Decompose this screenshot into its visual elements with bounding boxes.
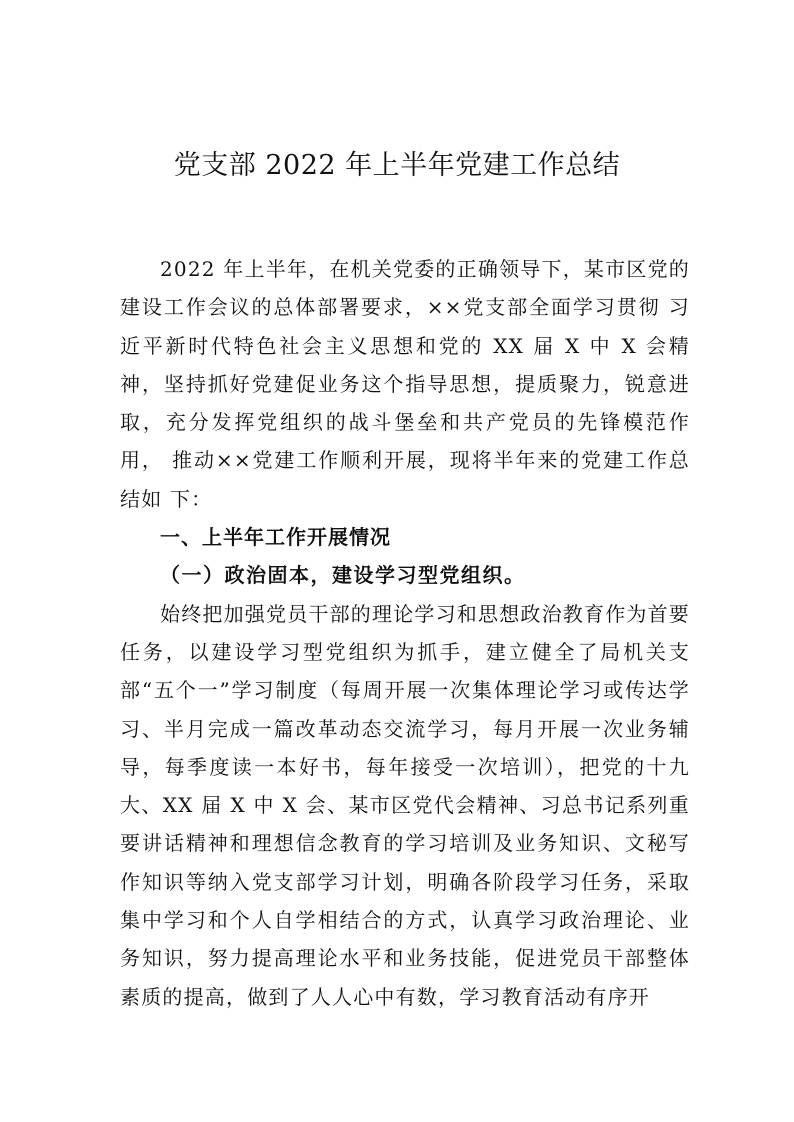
intro-paragraph: 2022 年上半年，在机关党委的正确领导下，某市区党的建设工作会议的总体部署要求，××党支部全面学习贯彻 习近平新时代特色社会主义思想和党的 XX 届 X 中 X 会精 神，坚持抓好党建促业务这个指导思想，提质聚力，锐意进 取，充分发挥党组织的战斗堡垒和共产党员的先锋模范作用， 推动××党建工作顺利开展，现将半年来的党建工作总结如 下： (120, 257, 690, 511)
subsection-heading: （一）政治固本，建设学习型党组织。 (160, 563, 526, 588)
document-title: 党支部 2022 年上半年党建工作总结 (173, 150, 621, 181)
subsection-paragraph: 始终把加强党员干部的理论学习和思想政治教育作为首要任务，以建设学习型党组织为抓手，建立健全了局机关支部“五个一”学习制度（每周开展一次集体理论学习或传达学习、半月完成一篇改革动态交流学习，每月开展一次业务辅导，每季度读一本好书，每年接受一次培训），把党的十九大、XX 届 X 中 X 会、某市区党代会精神、习总书记系列重要讲话精神和理想信念教育的学习培训及业务知识、文秘写作知识等纳入党支部学习计划，明确各阶段学习任务，采取集中学习和个人自学相结合的方式，认真学习政治理论、业务知识，努力提高理论水平和业务技能，促进党员干部整体素质的提高，做到了人人心中有数，学习教育活动有序开 (120, 601, 690, 1009)
document-body (120, 250, 690, 1016)
section-heading: 一、上半年工作开展情况 (160, 525, 391, 550)
